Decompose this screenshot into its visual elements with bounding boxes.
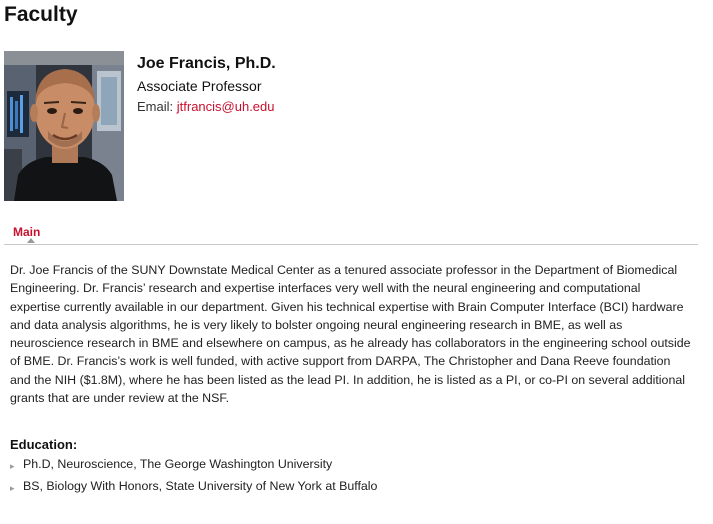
- education-item-text: Ph.D, Neuroscience, The George Washington University: [23, 457, 333, 471]
- email-line: [137, 98, 275, 115]
- triangle-right-icon: ▸: [10, 483, 15, 493]
- email-label: Email:: [137, 99, 174, 114]
- education-heading: Education:: [10, 437, 78, 452]
- list-item: [10, 455, 377, 477]
- tab-main[interactable]: Main: [13, 225, 41, 239]
- education-item-text: BS, Biology With Honors, State University of New York at Buffalo: [23, 479, 378, 493]
- faculty-position: Associate Professor: [137, 78, 262, 94]
- tab-bar: [4, 224, 698, 245]
- email-link[interactable]: jtfrancis@uh.edu: [176, 99, 275, 114]
- faculty-name: Joe Francis, Ph.D.: [137, 55, 276, 72]
- faculty-photo: [4, 51, 124, 201]
- page-title: Faculty: [4, 3, 78, 26]
- triangle-right-icon: ▸: [10, 461, 15, 471]
- list-item: [10, 477, 377, 499]
- biography-text: Dr. Joe Francis of the SUNY Downstate Medical Center as a tenured associate professor in the Department of Biomedical Engineering. Dr. Francis’ research and expertise interfaces very well with the neural engineering and computational expertise currently available in our department. Given his technical expertise with Brain Computer Interface (BCI) hardware and data analysis algorithms, he is very likely to bolster ongoing neural engineering research in BME, as well as neuroscience research in BME and elsewhere on campus, as he already has collaborators in the engineering school outside of BME. Dr. Francis’s work is well funded, with active support from DARPA, The Christopher and Dana Reeve foundation and the NIH ($1.8M), where he has been listed as the lead PI. In addition, he is listed as a PI, or co-PI on several additional grants that are under review at the NSF.: [10, 263, 691, 406]
- active-tab-pointer-icon: [27, 238, 35, 243]
- education-list: [10, 455, 377, 499]
